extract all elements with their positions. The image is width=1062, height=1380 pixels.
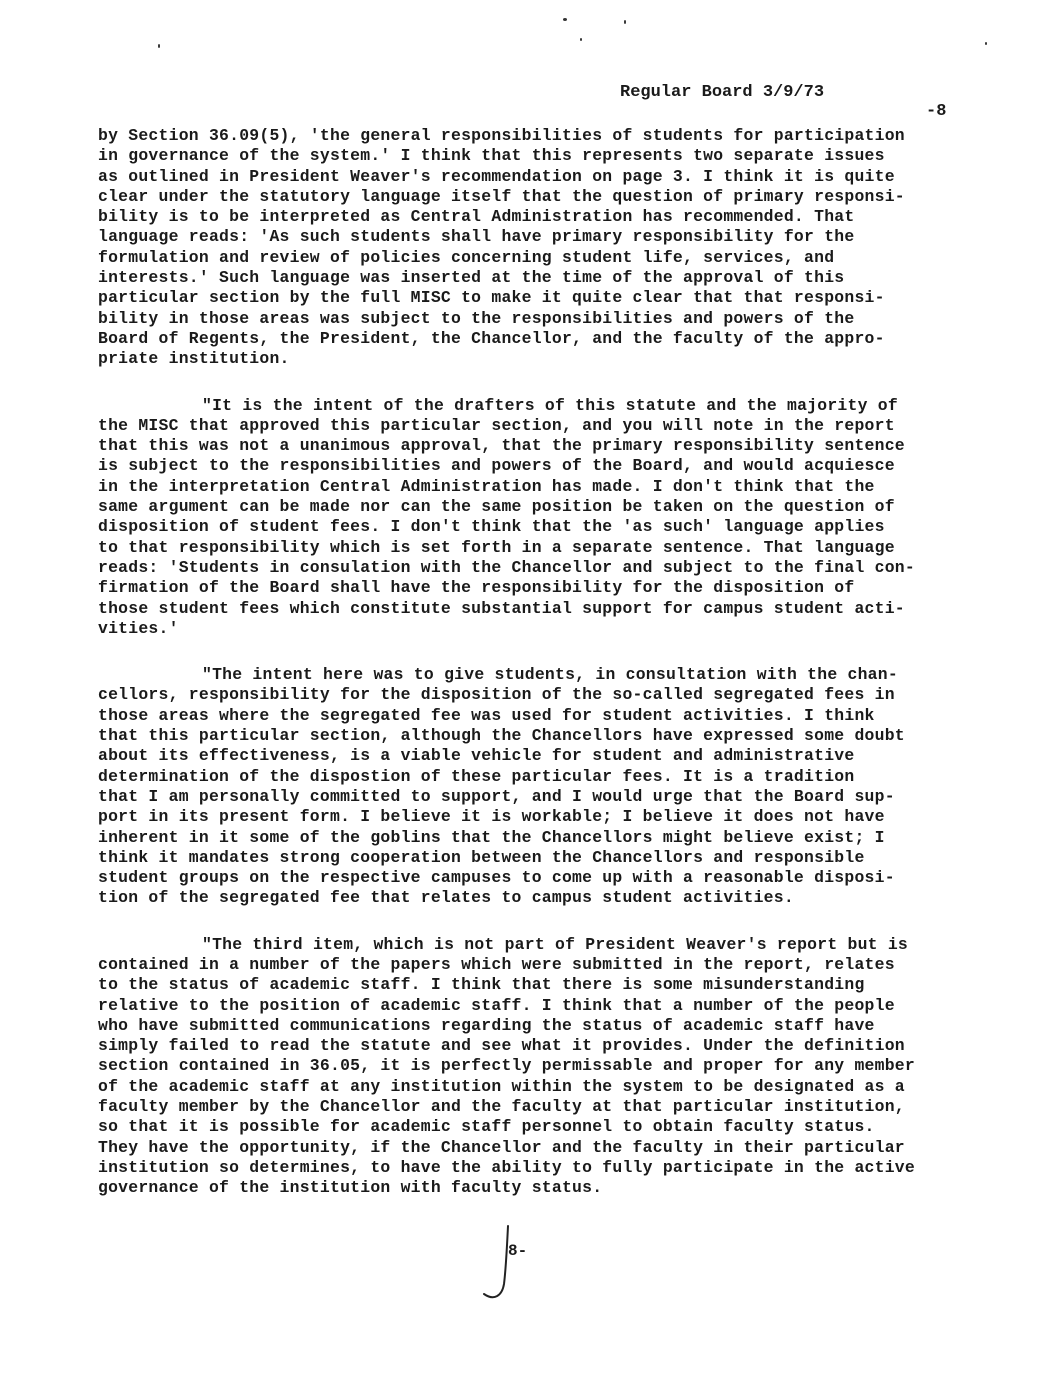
text-line: of the academic staff at any institution within the system to be designated as a (98, 1076, 905, 1096)
text-line: simply failed to read the statute and see what it provides. Under the definition (98, 1036, 905, 1056)
scan-speck (985, 42, 987, 45)
document-body (98, 126, 948, 1225)
paragraph (98, 126, 948, 370)
text-line: firmation of the Board shall have the responsibility for the disposition of (98, 578, 855, 598)
text-line: particular section by the full MISC to make it quite clear that that responsi- (98, 288, 885, 308)
text-line: those areas where the segregated fee was used for student activities. I think (98, 705, 875, 725)
text-line: disposition of student fees. I don't think that the 'as such' language applies (98, 517, 885, 537)
text-line: inherent in it some of the goblins that the Chancellors might believe exist; I (98, 827, 885, 847)
text-line: tion of the segregated fee that relates to campus student activities. (98, 888, 794, 908)
text-line: They have the opportunity, if the Chancellor and the faculty in their particular (98, 1137, 905, 1157)
text-line: vities.' (98, 618, 179, 638)
text-line: faculty member by the Chancellor and the faculty at that particular institution, (98, 1097, 905, 1117)
text-line: so that it is possible for academic staff personnel to obtain faculty status. (98, 1117, 875, 1137)
text-line: student groups on the respective campuses to come up with a reasonable disposi- (98, 868, 895, 888)
text-line: cellors, responsibility for the disposition of the so-called segregated fees in (98, 685, 895, 705)
text-line: is subject to the responsibilities and powers of the Board, and would acquiesce (98, 456, 895, 476)
text-line: same argument can be made nor can the same position be taken on the question of (98, 497, 895, 517)
text-line: determination of the dispostion of these particular fees. It is a tradition (98, 766, 855, 786)
text-line: who have submitted communications regarding the status of academic staff have (98, 1015, 875, 1035)
text-line: to that responsibility which is set forth in a separate sentence. That language (98, 537, 895, 557)
text-line: as outlined in President Weaver's recommendation on page 3. I think it is quite (98, 166, 895, 186)
text-line: by Section 36.09(5), 'the general responsibilities of students for participation (98, 126, 905, 145)
text-line: that this particular section, although the Chancellors have expressed some doubt (98, 726, 905, 746)
text-line: the MISC that approved this particular section, and you will note in the report (98, 415, 895, 435)
text-line: about its effectiveness, is a viable vehicle for student and administrative (98, 746, 855, 766)
paragraph (98, 396, 948, 640)
text-line: relative to the position of academic staff. I think that a number of the people (98, 995, 895, 1015)
scan-speck (563, 18, 567, 21)
text-line: Board of Regents, the President, the Chancellor, and the faculty of the appro- (98, 328, 885, 348)
text-line: clear under the statutory language itself that the question of primary responsi- (98, 186, 905, 206)
text-line: reads: 'Students in consulation with the Chancellor and subject to the final con- (98, 557, 915, 577)
header-date: Regular Board 3/9/73 (620, 83, 825, 102)
text-line: think it mandates strong cooperation between the Chancellors and responsible (98, 847, 865, 867)
header-page-number: -8 (926, 102, 947, 121)
paragraph (98, 935, 948, 1199)
handwritten-check-mark (474, 1222, 534, 1302)
text-line: that this was not a unanimous approval, that the primary responsibility sentence (98, 436, 905, 456)
text-line: section contained in 36.05, it is perfectly permissable and proper for any member (98, 1056, 915, 1076)
scan-speck (624, 20, 626, 24)
text-line: those student fees which constitute substantial support for campus student acti- (98, 598, 905, 618)
text-line: institution so determines, to have the ability to fully participate in the active (98, 1157, 915, 1177)
text-line: "It is the intent of the drafters of this statute and the majority of (202, 395, 898, 415)
text-line: bility in those areas was subject to the responsibilities and powers of the (98, 308, 855, 328)
paragraph (98, 665, 948, 909)
scan-speck (580, 38, 582, 41)
text-line: contained in a number of the papers which were submitted in the report, relates (98, 954, 895, 974)
text-line: port in its present form. I believe it is workable; I believe it does not have (98, 807, 885, 827)
text-line: priate institution. (98, 349, 290, 369)
text-line: formulation and review of policies concerning student life, services, and (98, 247, 835, 267)
text-line: "The intent here was to give students, in consultation with the chan- (202, 665, 898, 685)
text-line: that I am personally committed to support, and I would urge that the Board sup- (98, 786, 895, 806)
footer-page-label: 8- (508, 1242, 528, 1260)
text-line: bility is to be interpreted as Central Administration has recommended. That (98, 207, 855, 227)
text-line: to the status of academic staff. I think that there is some misunderstanding (98, 975, 865, 995)
text-line: in governance of the system.' I think that this represents two separate issues (98, 146, 885, 166)
text-line: "The third item, which is not part of President Weaver's report but is (202, 934, 909, 954)
text-line: in the interpretation Central Administration has made. I don't think that the (98, 476, 875, 496)
text-line: interests.' Such language was inserted at the time of the approval of this (98, 268, 845, 288)
scan-speck (158, 44, 160, 48)
text-line: language reads: 'As such students shall have primary responsibility for the (98, 227, 855, 247)
text-line: governance of the institution with faculty status. (98, 1178, 603, 1198)
